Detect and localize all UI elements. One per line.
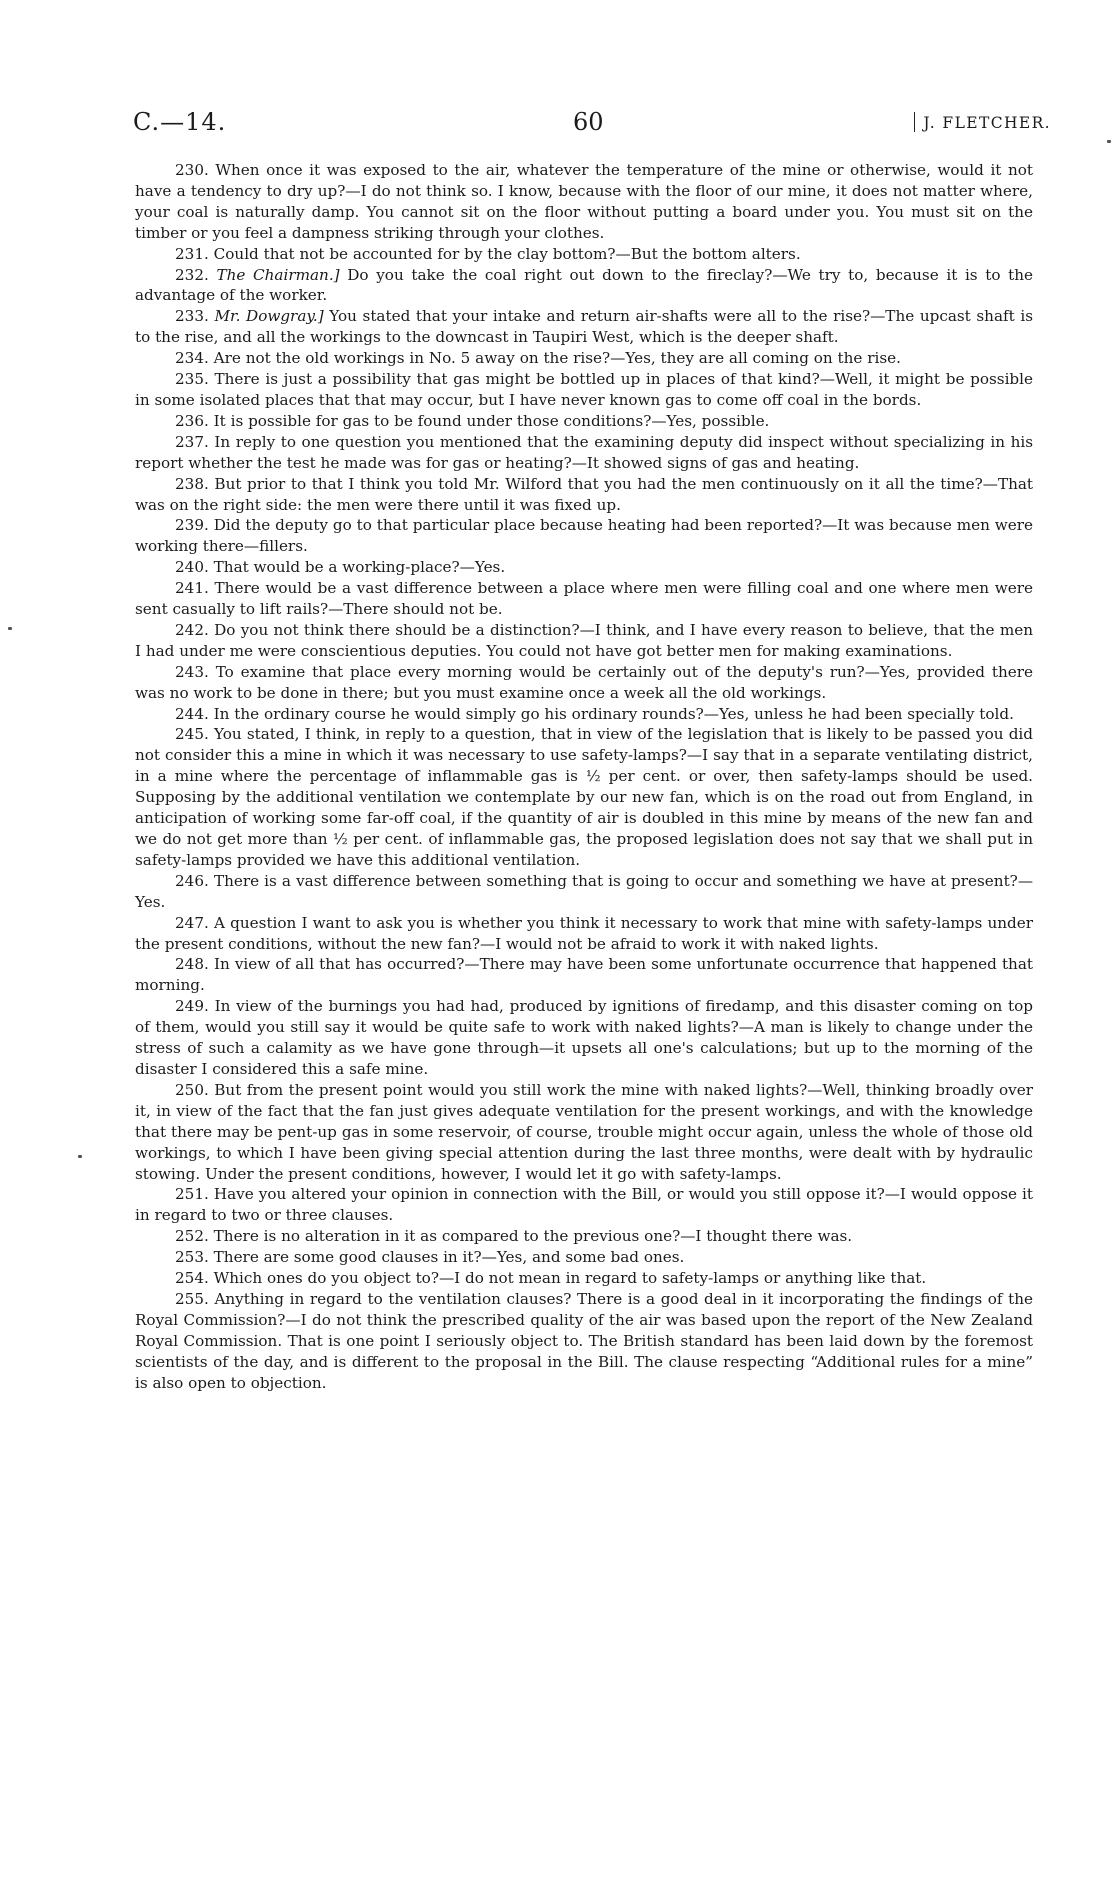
question-answer-text: Are not the old workings in No. 5 away on the rise?—Yes, they are all coming on the rise. [213,349,901,368]
question-number: 240. [175,558,209,577]
testimony-paragraph [135,265,1033,307]
question-answer-text: In reply to one question you mentioned that the examining deputy did inspect without specializing in his report whether the test he made was for gas or heating?—It showed signs of gas and heating. [135,432,1034,472]
question-answer-text: In the ordinary course he would simply go his ordinary rounds?—Yes, unless he had been specially told. [213,704,1014,723]
question-number: 246. [175,871,209,890]
testimony-paragraph [135,411,1033,432]
testimony-paragraph [135,1268,1033,1289]
question-answer-text: There is no alteration in it as compared to the previous one?—I thought there was. [213,1227,853,1246]
testimony-paragraph [135,306,1033,348]
question-number: 234. [175,349,209,368]
question-number: 237. [175,432,209,451]
question-number: 247. [175,913,209,932]
question-answer-text: You stated, I think, in reply to a question, that in view of the legislation that is likely to be passed you did not consider this a mine in which it was necessary to use safety-lamps?—I say that in a separate ventilating district, in a mine where the percentage of inflammable gas is ½ per cent. or over, then safety-lamps should be used. Supposing by the additional ventilation we contemplate by our new fan, which is on the road out from England, in anticipation of working some far-off coal, if the quantity of air is doubled in this mine by means of the new fan and we do not get more than ½ per cent. of inflammable gas, the proposed legislation does not say that we shall put in safety-lamps provided we have this additional ventilation. [135,725,1034,869]
question-answer-text: In view of the burnings you had had, produced by ignitions of firedamp, and this disaster coming on top of them, would you still say it would be quite safe to work with naked lights?—A man is likely to change under the stress of such a calamity as we have gone through—it upsets all one's calculations; but up to the morning of the disaster I considered this a safe mine. [135,997,1034,1078]
question-answer-text: There is just a possibility that gas might be bottled up in places of that kind?—Well, it might be possible in some isolated places that that may occur, but I have never known gas to come off coal in the bords. [135,370,1033,409]
question-answer-text: But from the present point would you still work the mine with naked lights?—Well, thinking broadly over it, in view of the fact that the fan just gives adequate ventilation for the present workings, and with the knowledge that there may be pent-up gas in some reservoir, of course, trouble might occur again, unless the whole of those old workings, to which I have been giving special attention during the last three months, were dealt with by hydraulic stowing. Under the present conditions, however, I would let it go with safety-lamps. [135,1080,1033,1183]
question-answer-text: Do you not think there should be a distinction?—I think, and I have every reason to believe, that the men I had under me were conscientious deputies. You could not have got better men for making examinations. [135,620,1034,660]
header-bracket [914,112,916,132]
question-answer-text: Did the deputy go to that particular place because heating had been reported?—It was because men were working there—fillers. [135,516,1034,556]
testimony-paragraph [135,662,1033,704]
testimony-paragraph [135,1080,1033,1185]
testimony-paragraph [135,913,1033,955]
question-number: 236. [175,411,209,430]
question-number: 252. [175,1227,209,1246]
question-number: 251. [175,1185,209,1204]
question-number: 233. [175,307,209,326]
question-answer-text: Could that not be accounted for by the clay bottom?—But the bottom alters. [213,244,801,263]
question-answer-text: In view of all that has occurred?—There may have been some unfortunate occurrence that happened that morning. [135,955,1034,995]
question-number: 231. [175,244,209,263]
question-number: 245. [175,725,209,744]
page-header [133,108,1051,138]
question-answer-text: It is possible for gas to be found under those conditions?—Yes, possible. [213,411,770,430]
question-answer-text: Which ones do you object to?—I do not mean in regard to safety-lamps or anything like that. [213,1269,927,1288]
testimony-body [135,160,1033,1393]
speaker-label: Mr. Dowgray.] [214,307,324,326]
testimony-paragraph [135,432,1033,474]
question-answer-text: But prior to that I think you told Mr. Wilford that you had the men continuously on it all the time?—That was on the right side: the men were there until it was fixed up. [135,474,1034,514]
question-number: 238. [175,474,209,493]
question-answer-text: There is a vast difference between something that is going to occur and something we have at present?—Yes. [135,871,1034,911]
document-reference: C.—14. [133,108,227,136]
question-number: 242. [175,620,209,639]
question-answer-text: A question I want to ask you is whether you think it necessary to work that mine with safety-lamps under the present conditions, without the new fan?—I would not be afraid to work it with naked lights. [135,913,1034,953]
testimony-paragraph [135,704,1033,725]
testimony-paragraph [135,557,1033,578]
question-number: 254. [175,1269,209,1288]
testimony-paragraph [135,578,1033,620]
witness-name: J. FLETCHER. [923,114,1051,132]
testimony-paragraph [135,348,1033,369]
testimony-paragraph [135,369,1033,411]
question-answer-text: To examine that place every morning would be certainly out of the deputy's run?—Yes, provided there was no work to be done in there; but you must examine once a week all the old workings. [135,662,1033,702]
question-answer-text: There would be a vast difference between a place where men were filling coal and one where men were sent casually to lift rails?—There should not be. [135,579,1033,619]
testimony-paragraph [135,474,1033,516]
question-number: 243. [175,662,209,681]
testimony-paragraph [135,871,1033,913]
testimony-paragraph [135,1184,1033,1226]
question-answer-text: Do you take the coal right out down to the fireclay?—We try to, because it is to the advantage of the worker. [135,265,1033,305]
question-answer-text: There are some good clauses in it?—Yes, and some bad ones. [213,1248,685,1267]
question-number: 230. [175,161,209,179]
testimony-paragraph [135,1289,1033,1394]
testimony-paragraph [135,954,1033,996]
page-number: 60 [573,108,604,136]
question-number: 255. [175,1289,209,1308]
question-number: 253. [175,1248,209,1267]
question-number: 244. [175,704,209,723]
testimony-paragraph [135,724,1033,870]
question-answer-text: Have you altered your opinion in connection with the Bill, or would you still oppose it?—I would oppose it in regard to two or three clauses. [135,1185,1033,1225]
question-number: 241. [175,579,209,598]
question-answer-text: That would be a working-place?—Yes. [213,558,506,577]
question-answer-text: When once it was exposed to the air, whatever the temperature of the mine or otherwise, would it not have a tendency to dry up?—I do not think so. I know, because with the floor of our mine, it does not matter where, your coal is naturally damp. You cannot sit on the floor without putting a board under you. You must sit on the timber or you feel a dampness striking through your clothes. [135,161,1033,242]
scan-speck [8,627,12,630]
testimony-paragraph [135,515,1033,557]
testimony-paragraph [135,996,1033,1080]
question-answer-text: Anything in regard to the ventilation clauses? There is a good deal in it incorporating the findings of the Royal Commission?—I do not think the prescribed quality of the air was based upon the report of the New Zealand Royal Commission. That is one point I seriously object to. The British standard has been laid down by the foremost scientists of the day, and is different to the proposal in the Bill. The clause respecting “Additional rules for a mine” is also open to objection. [135,1289,1034,1392]
scan-speck [78,1155,82,1158]
question-number: 232. [175,265,209,284]
testimony-paragraph [135,620,1033,662]
speaker-label: The Chairman.] [216,265,340,284]
question-number: 250. [175,1080,209,1099]
scan-speck [1107,140,1111,143]
question-number: 239. [175,516,209,535]
testimony-paragraph [135,1247,1033,1268]
testimony-paragraph [135,160,1033,244]
testimony-paragraph [135,1226,1033,1247]
testimony-paragraph [135,244,1033,265]
question-answer-text: You stated that your intake and return air-shafts were all to the rise?—The upcast shaft is to the rise, and all the workings to the downcast in Taupiri West, which is the deeper shaft. [135,307,1033,347]
question-number: 235. [175,370,209,389]
question-number: 248. [175,955,209,974]
question-number: 249. [175,997,209,1016]
witness-name-wrap [914,112,1051,132]
